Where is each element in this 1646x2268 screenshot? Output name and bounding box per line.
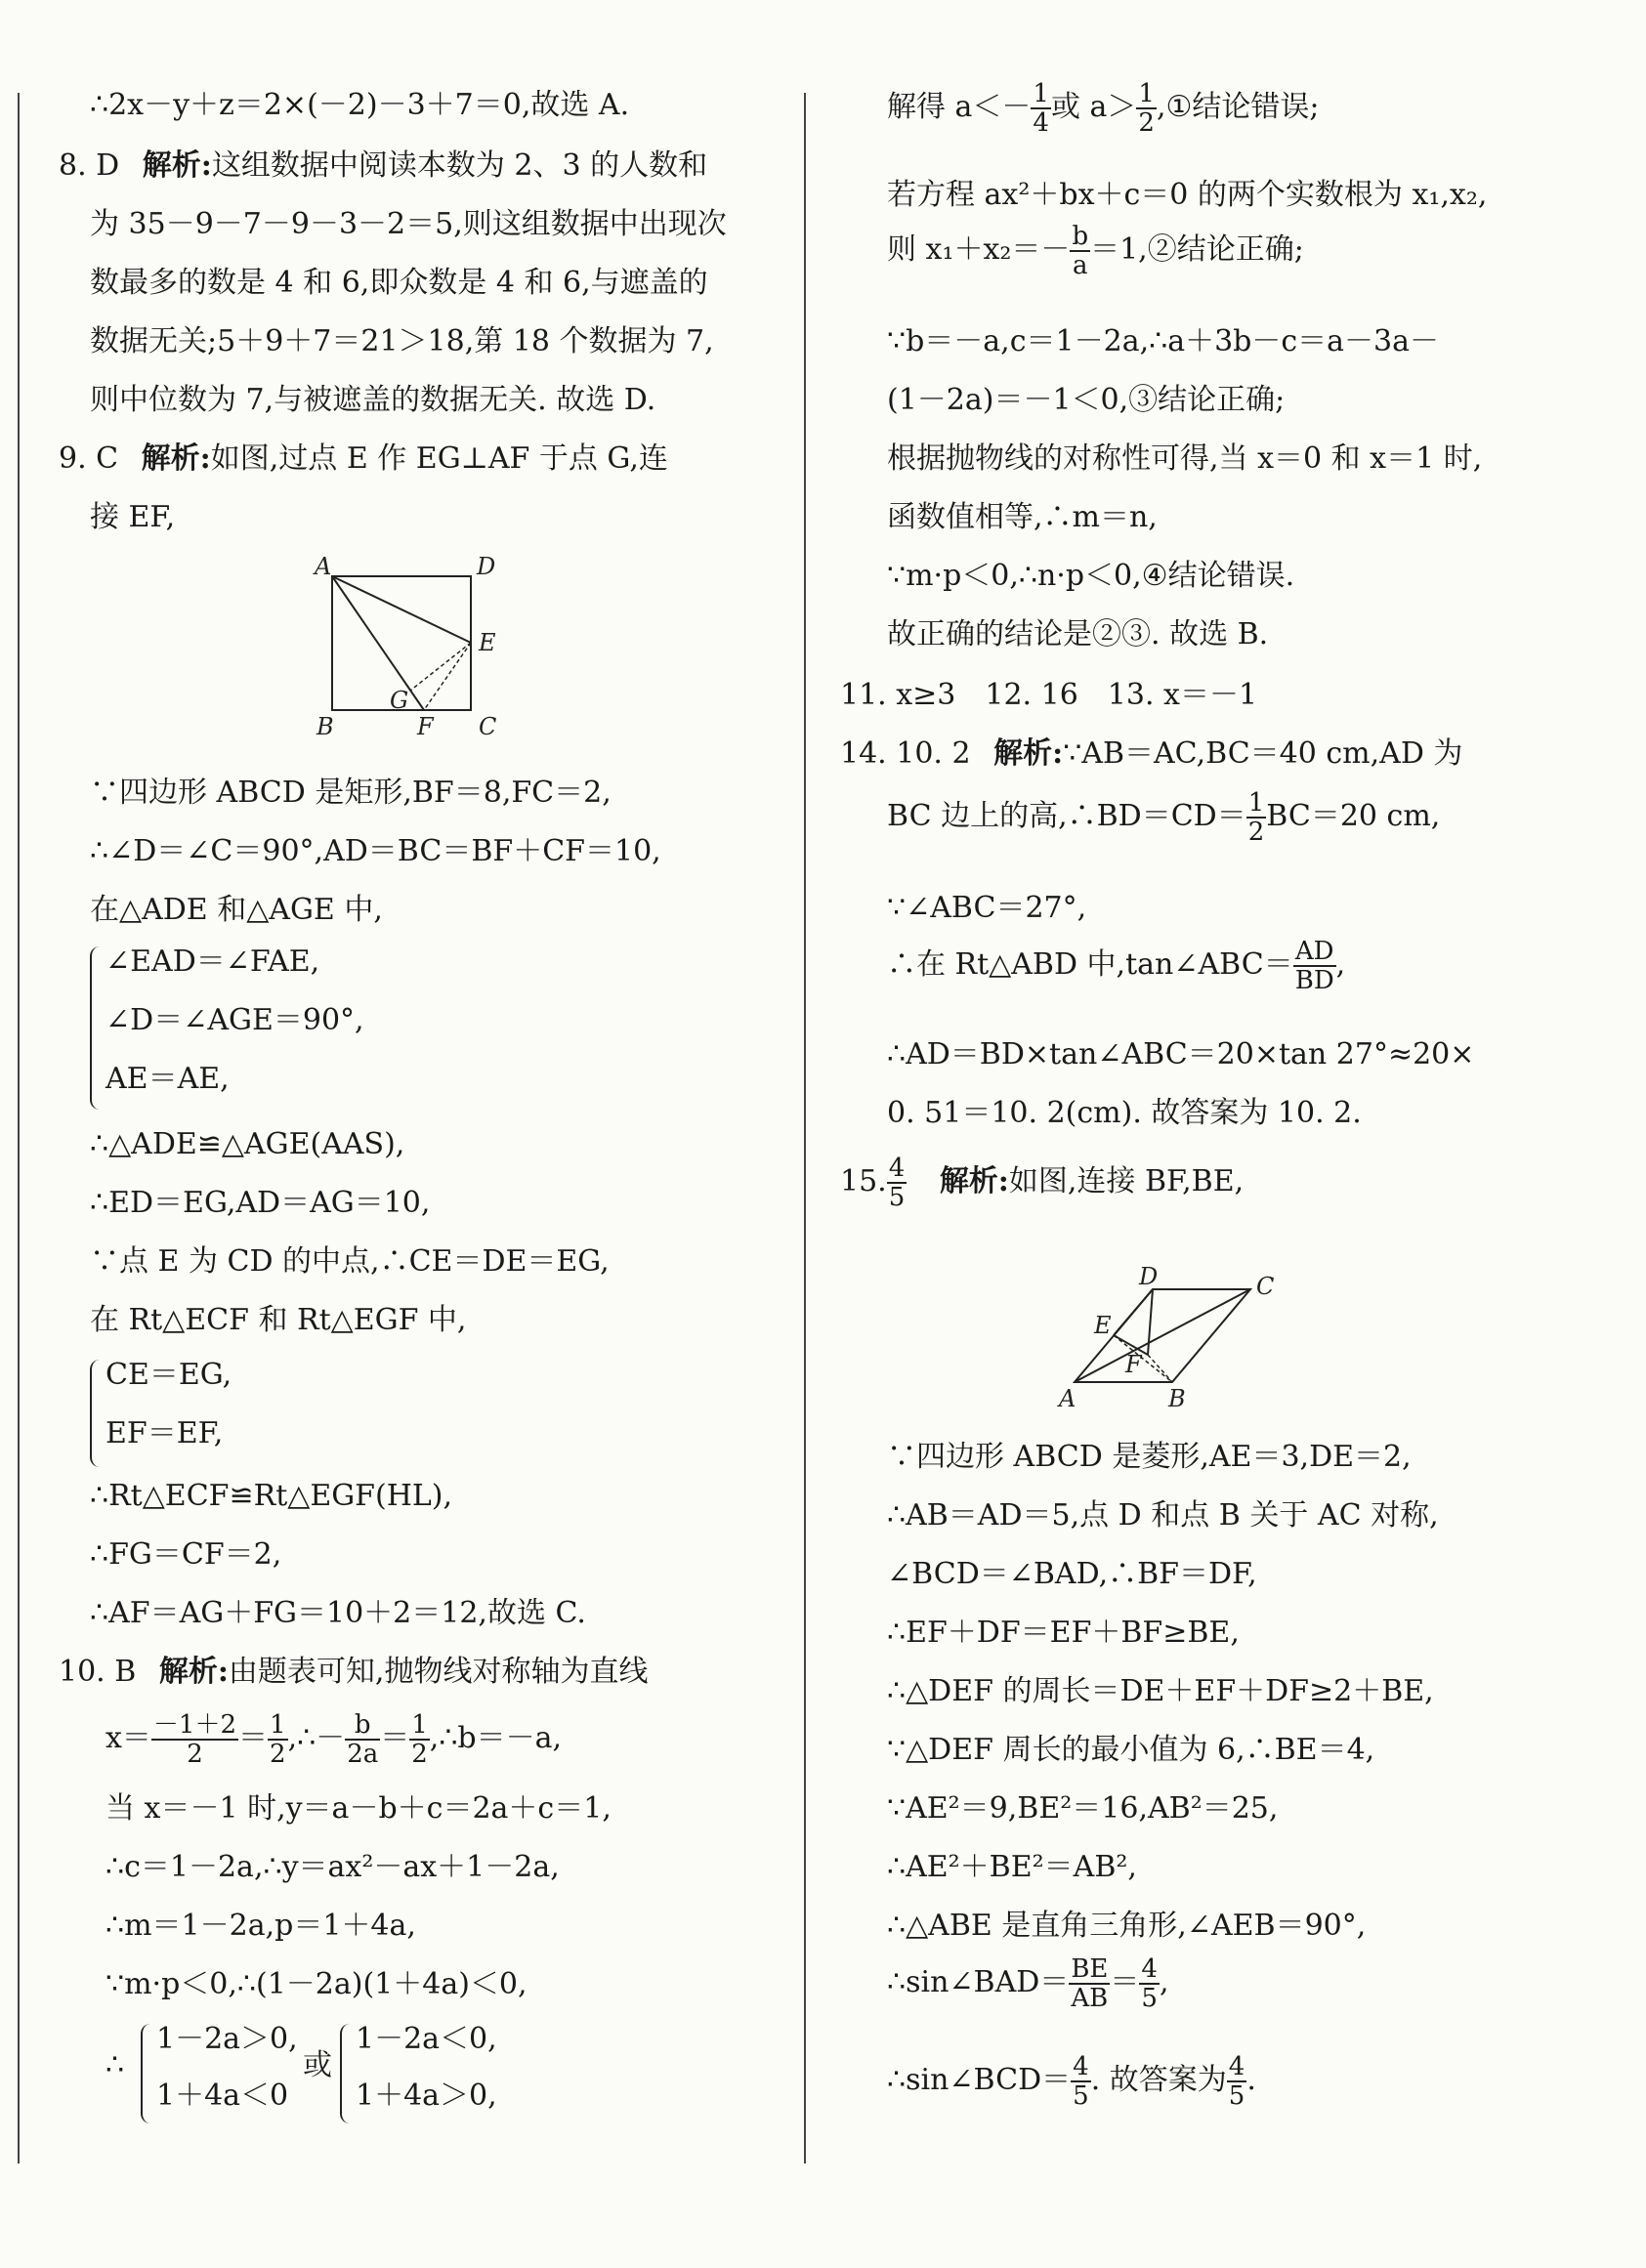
segment-bf bbox=[1148, 1355, 1172, 1382]
numerator: 4 bbox=[1228, 2052, 1245, 2081]
text-line: 1－2a＞0, bbox=[156, 2022, 298, 2056]
condition-group-1 bbox=[90, 943, 481, 1113]
numerator: 1 bbox=[1138, 79, 1155, 108]
text: . bbox=[1246, 2063, 1256, 2097]
segment-ae bbox=[332, 576, 471, 643]
q10-analysis-tag: 解析: bbox=[158, 1655, 229, 1689]
text-line: 若方程 ax²＋bx＋c＝0 的两个实数根为 x₁,x₂, bbox=[887, 178, 1488, 212]
label-f: F bbox=[1125, 1351, 1142, 1378]
text: BC 边上的高,∴BD＝CD＝ bbox=[887, 799, 1246, 833]
r-line-3 bbox=[887, 221, 1304, 279]
label-d: D bbox=[477, 557, 496, 580]
text-line: ∵AE²＝9,BE²＝16,AB²＝25, bbox=[887, 1791, 1279, 1826]
text: 如图,过点 E 作 EG⊥AF 于点 G,连 bbox=[210, 441, 668, 476]
fraction bbox=[1227, 2053, 1247, 2110]
text-line: ∴∠D＝∠C＝90°,AD＝BC＝BF＋CF＝10, bbox=[90, 834, 661, 868]
text: ,∴b＝－a, bbox=[429, 1721, 563, 1755]
text-line: 数据无关;5＋9＋7＝21＞18,第 18 个数据为 7, bbox=[90, 324, 714, 358]
label-e: E bbox=[1094, 1312, 1112, 1339]
fraction bbox=[1139, 1955, 1160, 2012]
text: 这组数据中阅读本数为 2、3 的人数和 bbox=[211, 148, 708, 183]
text-line: ∵四边形 ABCD 是菱形,AE＝3,DE＝2, bbox=[887, 1440, 1412, 1474]
q9-line-1 bbox=[59, 440, 668, 479]
text-line: EF＝EF, bbox=[106, 1416, 224, 1450]
text-line: ∵∠ABC＝27°, bbox=[887, 891, 1087, 925]
denominator: a bbox=[1073, 251, 1088, 280]
text-line: 则中位数为 7,与被遮盖的数据无关. 故选 D. bbox=[90, 383, 656, 417]
text-line: ∴ED＝EG,AD＝AG＝10, bbox=[90, 1186, 431, 1220]
text-line: 在 Rt△ECF 和 Rt△EGF 中, bbox=[90, 1303, 467, 1337]
text-line: ∴c＝1－2a,∴y＝ax²－ax＋1－2a, bbox=[106, 1850, 560, 1884]
q9-analysis-tag: 解析: bbox=[141, 441, 211, 476]
fraction bbox=[1071, 2053, 1091, 2110]
q14-line-1 bbox=[840, 735, 1462, 774]
label-d: D bbox=[1139, 1265, 1159, 1290]
text-line: AE＝AE, bbox=[106, 1062, 230, 1096]
brace bbox=[340, 2024, 354, 2123]
text-line: ∴Rt△ECF≌Rt△EGF(HL), bbox=[90, 1479, 453, 1513]
numerator: 1 bbox=[1033, 79, 1049, 108]
text: ＝1,②结论正确; bbox=[1090, 232, 1304, 267]
q15-line-1 bbox=[840, 1153, 1244, 1211]
text-line: ∵四边形 ABCD 是矩形,BF＝8,FC＝2, bbox=[90, 776, 612, 810]
brace bbox=[90, 1360, 104, 1467]
text: ,①结论错误; bbox=[1156, 90, 1320, 124]
text-line: 接 EF, bbox=[90, 500, 176, 534]
denominator: 5 bbox=[1228, 2081, 1245, 2111]
label-b: B bbox=[317, 713, 334, 740]
q15-line-12 bbox=[887, 2051, 1256, 2110]
text: ∴ bbox=[106, 2048, 125, 2082]
text: , bbox=[1159, 1965, 1169, 1999]
inequality-group-1 bbox=[141, 2020, 298, 2127]
q15-analysis-tag: 解析: bbox=[939, 1164, 1009, 1198]
denominator: 2 bbox=[1138, 108, 1155, 138]
q9-answer: 9. C bbox=[59, 441, 119, 476]
text-line: 在△ADE 和△AGE 中, bbox=[90, 893, 383, 927]
fraction bbox=[151, 1711, 238, 1768]
numerator: 4 bbox=[1073, 2052, 1089, 2081]
denominator: 2 bbox=[187, 1740, 203, 1769]
fraction bbox=[887, 1155, 907, 1211]
denominator: BD bbox=[1294, 966, 1334, 995]
numerator: 1 bbox=[1247, 788, 1265, 818]
text-line: ∴AD＝BD×tan∠ABC＝20×tan 27°≈20× bbox=[887, 1037, 1475, 1071]
segment-df bbox=[1148, 1289, 1153, 1355]
text-line: 1＋4a＜0 bbox=[156, 2079, 289, 2113]
fraction bbox=[409, 1711, 430, 1768]
fraction bbox=[1069, 1955, 1110, 2012]
text-line: 当 x＝－1 时,y＝a－b＋c＝2a＋c＝1, bbox=[106, 1791, 612, 1826]
numerator: 4 bbox=[1141, 1954, 1158, 1984]
fraction bbox=[1070, 223, 1090, 279]
numerator: AD bbox=[1293, 938, 1336, 967]
text: ∴sin∠BAD＝ bbox=[887, 1965, 1070, 1999]
denominator: 2a bbox=[347, 1740, 379, 1769]
q14-line-2 bbox=[887, 787, 1440, 846]
brace bbox=[90, 946, 104, 1110]
fraction bbox=[345, 1711, 380, 1768]
text-line: ∠BCD＝∠BAD,∴BF＝DF, bbox=[887, 1557, 1257, 1591]
q14-answer: 14. 10. 2 bbox=[840, 736, 971, 771]
text: 如图,连接 BF,BE, bbox=[1008, 1164, 1245, 1198]
text-line: (1－2a)＝－1＜0,③结论正确; bbox=[887, 383, 1286, 417]
label-f: F bbox=[417, 713, 434, 740]
denominator: AB bbox=[1071, 1984, 1109, 2013]
text-line: ∴△ADE≌△AGE(AAS), bbox=[90, 1127, 405, 1161]
text: ∵AB＝AC,BC＝40 cm,AD 为 bbox=[1063, 736, 1463, 771]
segment-eg bbox=[410, 643, 471, 691]
q8-analysis-tag: 解析: bbox=[142, 148, 212, 183]
label-e: E bbox=[479, 629, 496, 656]
text-line: ∠D＝∠AGE＝90°, bbox=[106, 1003, 364, 1037]
text-line: ∴△DEF 的周长＝DE＋EF＋DF≥2＋BE, bbox=[887, 1674, 1434, 1708]
text-line: ∴FG＝CF＝2, bbox=[90, 1537, 282, 1572]
text-line: ∴AF＝AG＋FG＝10＋2＝12,故选 C. bbox=[90, 1596, 586, 1630]
q14-line-4 bbox=[887, 936, 1345, 994]
text-line: CE＝EG, bbox=[106, 1358, 232, 1392]
q10-answer: 10. B bbox=[59, 1655, 137, 1689]
text-line: 0. 51＝10. 2(cm). 故答案为 10. 2. bbox=[887, 1096, 1362, 1130]
fraction bbox=[1031, 80, 1051, 137]
text: ＝ bbox=[1110, 1965, 1140, 1999]
text: 或 a＞ bbox=[1050, 90, 1137, 124]
left-margin-line bbox=[18, 93, 20, 2163]
numerator: 1 bbox=[270, 1710, 286, 1740]
column-divider bbox=[804, 93, 806, 2163]
denominator: 2 bbox=[1247, 818, 1265, 847]
text-line: ∵点 E 为 CD 的中点,∴CE＝DE＝EG, bbox=[90, 1244, 610, 1279]
segment-be bbox=[1114, 1335, 1172, 1382]
text: 则 x₁＋x₂＝－ bbox=[887, 232, 1071, 267]
numerator: b bbox=[345, 1711, 380, 1741]
text-line: ∵△DEF 周长的最小值为 6,∴BE＝4, bbox=[887, 1733, 1375, 1767]
text-line: 根据抛物线的对称性可得,当 x＝0 和 x＝1 时, bbox=[887, 441, 1483, 476]
numerator: 1 bbox=[411, 1710, 428, 1740]
q8-line-1 bbox=[59, 147, 707, 186]
text: ∴sin∠BCD＝ bbox=[887, 2063, 1072, 2097]
denominator: 4 bbox=[1033, 108, 1049, 138]
numerator: b bbox=[1072, 222, 1089, 251]
rhombus-figure bbox=[1055, 1265, 1289, 1421]
text-line: ∴2x－y＋z＝2×(－2)－3＋7＝0,故选 A. bbox=[90, 88, 630, 122]
label-b: B bbox=[1168, 1385, 1186, 1412]
text: , bbox=[1335, 947, 1346, 982]
text-line: 1－2a＜0, bbox=[356, 2022, 497, 2056]
text-line: ∴EF＋DF＝EF＋BF≥BE, bbox=[887, 1616, 1240, 1650]
denominator: 5 bbox=[888, 1183, 906, 1212]
text-line: 函数值相等,∴m＝n, bbox=[887, 500, 1158, 534]
fraction bbox=[1136, 80, 1157, 137]
numerator: 4 bbox=[888, 1154, 906, 1183]
label-a: A bbox=[315, 557, 332, 580]
text: ∴在 Rt△ABD 中,tan∠ABC＝ bbox=[887, 947, 1293, 982]
text: 解得 a＜－ bbox=[887, 90, 1032, 124]
denominator: 2 bbox=[270, 1740, 286, 1769]
numerator: －1＋2 bbox=[152, 1710, 237, 1740]
text-line: ∴m＝1－2a,p＝1＋4a, bbox=[106, 1909, 416, 1943]
text-line: ∴△ABE 是直角三角形,∠AEB＝90°, bbox=[887, 1909, 1367, 1943]
q10-formula-line bbox=[106, 1709, 562, 1768]
text-line: 数最多的数是 4 和 6,即众数是 4 和 6,与遮盖的 bbox=[90, 266, 708, 300]
fraction bbox=[268, 1711, 288, 1768]
q8-answer: 8. D bbox=[59, 148, 120, 183]
inequality-group-2 bbox=[340, 2020, 506, 2127]
segment-de bbox=[1114, 1289, 1153, 1335]
text: ,∴－ bbox=[287, 1721, 346, 1755]
text-line: 为 35－9－7－9－3－2＝5,则这组数据中出现次 bbox=[90, 207, 727, 241]
text-line: 故正确的结论是②③. 故选 B. bbox=[887, 617, 1269, 651]
fraction bbox=[1246, 789, 1267, 846]
text: . 故答案为 bbox=[1090, 2063, 1227, 2097]
condition-group-2 bbox=[90, 1356, 383, 1471]
text: 或 bbox=[303, 2048, 332, 2082]
segment-ef bbox=[424, 643, 471, 710]
q15-answer: 15. bbox=[840, 1164, 887, 1198]
numerator: BE bbox=[1071, 1954, 1109, 1984]
text-line: ∴AE²＋BE²＝AB², bbox=[887, 1850, 1137, 1884]
text: ＝ bbox=[380, 1721, 410, 1755]
q15-line-11 bbox=[887, 1953, 1169, 2012]
text-line: ∵m·p＜0,∴(1－2a)(1＋4a)＜0, bbox=[106, 1967, 528, 2001]
label-a: A bbox=[1059, 1385, 1076, 1412]
text-line: ∵m·p＜0,∴n·p＜0,④结论错误. bbox=[887, 559, 1295, 593]
label-c: C bbox=[479, 713, 497, 740]
q14-analysis-tag: 解析: bbox=[993, 736, 1064, 771]
q10-line-1 bbox=[59, 1653, 648, 1692]
text-line: ∵b＝－a,c＝1－2a,∴a＋3b－c＝a－3a－ bbox=[887, 324, 1440, 358]
brace bbox=[141, 2024, 154, 2123]
text: 由题表可知,抛物线对称轴为直线 bbox=[228, 1655, 649, 1689]
text: ＝ bbox=[238, 1721, 269, 1755]
denominator: 2 bbox=[411, 1740, 428, 1769]
label-c: C bbox=[1256, 1273, 1275, 1300]
rectangle-figure bbox=[305, 557, 500, 742]
label-g: G bbox=[390, 687, 409, 714]
denominator: 5 bbox=[1141, 1984, 1158, 2013]
fraction bbox=[1293, 938, 1336, 994]
r-line-1 bbox=[887, 78, 1319, 137]
text-line: ∴AB＝AD＝5,点 D 和点 B 关于 AC 对称, bbox=[887, 1498, 1439, 1533]
text-line: ∠EAD＝∠FAE, bbox=[106, 945, 320, 979]
answers-11-13: 11. x≥3 12. 16 13. x＝－1 bbox=[840, 678, 1258, 712]
denominator: 5 bbox=[1073, 2081, 1089, 2111]
text: BC＝20 cm, bbox=[1266, 799, 1441, 833]
text-line: 1＋4a＞0, bbox=[356, 2079, 497, 2113]
text: x＝ bbox=[106, 1721, 151, 1755]
